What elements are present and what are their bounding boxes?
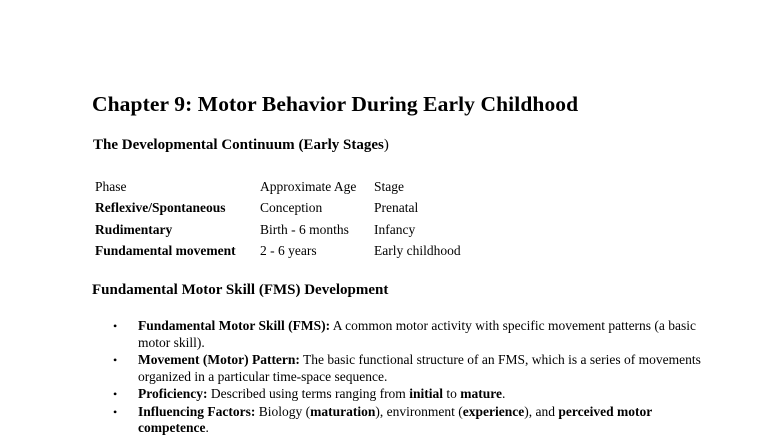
bullet-bold-word: perceived motor competence [138,403,652,435]
bullet-text: ), and [524,403,559,419]
bullet-bold-word: initial [409,386,443,401]
bullet-text: to [442,386,461,401]
bullet-icon: • [113,387,118,401]
continuum-heading-text: The Developmental Continuum [93,137,299,153]
age-cell: 2 - 6 years [260,243,317,259]
bullet-bold-word: experience [462,403,525,419]
list-item [113,352,713,385]
bullet-text: The basic functional structure of an FMS, which is a series of movements organized in a particular time-space sequence. [138,352,701,384]
stage-cell: Prenatal [374,200,419,216]
bullet-text: Described using terms ranging from [207,386,410,401]
bullet-icon: • [113,319,118,333]
fms-bullet-list [113,318,713,438]
bullet-icon: • [113,353,118,367]
continuum-heading-close: ) [383,137,389,153]
list-item [113,386,713,403]
header-phase: Phase [95,178,127,194]
bullet-bold-word: maturation [310,403,376,419]
phase-cell: Rudimentary [95,221,173,237]
bullet-text: ), environment ( [375,403,463,419]
bullet-term: Influencing Factors: [138,403,256,419]
table-header-row [93,176,484,198]
continuum-heading [93,137,389,154]
age-cell: Conception [260,200,323,216]
header-approximate-age: Approximate Age [260,178,357,194]
bullet-term: Fundamental Motor Skill (FMS): [138,318,331,333]
developmental-stages-table [93,176,484,262]
bullet-text: A common motor activity with specific movement patterns (a basic motor skill). [138,318,697,350]
stage-cell: Infancy [374,221,416,237]
bullet-text: . [205,420,209,435]
fms-heading: Fundamental Motor Skill (FMS) Development [92,282,389,298]
table-row [93,219,484,241]
table-row [93,241,484,263]
bullet-text: . [501,386,506,401]
list-item [113,404,713,437]
age-cell: Birth - 6 months [260,221,349,237]
bullet-text: Biology ( [255,403,311,419]
stage-cell: Early childhood [374,243,461,259]
bullet-bold-word: mature [460,386,502,401]
bullet-term: Movement (Motor) Pattern: [138,352,300,367]
phase-cell: Reflexive/Spontaneous [95,200,226,216]
header-stage: Stage [374,178,404,194]
continuum-heading-paren-text: (Early Stages [298,137,384,153]
chapter-title: Chapter 9: Motor Behavior During Early Childhood [92,92,579,116]
bullet-term: Proficiency: [138,386,208,401]
phase-cell: Fundamental movement [95,243,236,259]
table-row [93,198,484,220]
bullet-icon: • [113,404,118,419]
list-item [113,318,713,351]
